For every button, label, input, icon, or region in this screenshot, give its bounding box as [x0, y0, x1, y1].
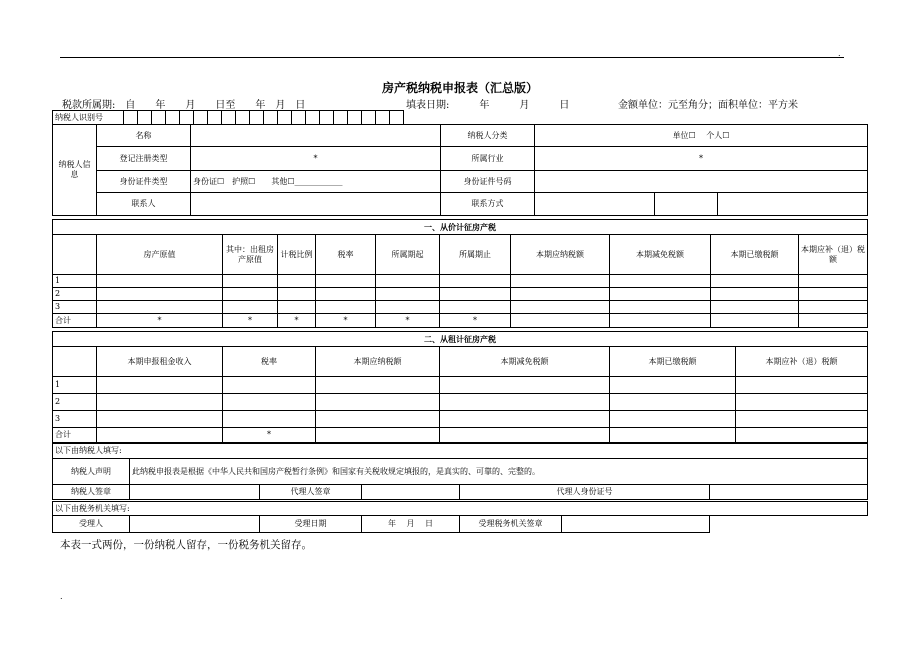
name-label: 名称 — [97, 125, 191, 147]
id-digit-cell[interactable] — [194, 111, 208, 125]
page-mark-top: . — [838, 49, 841, 58]
id-type-options[interactable]: 身份证☐ 护照☐ 其他☐____________ — [191, 171, 441, 193]
row-number: 1 — [53, 275, 97, 288]
data-cell[interactable] — [223, 275, 278, 288]
total-cell[interactable] — [511, 314, 610, 328]
total-cell[interactable] — [440, 428, 610, 443]
data-cell[interactable] — [711, 275, 799, 288]
col-header: 税率 — [316, 235, 376, 275]
data-cell[interactable] — [376, 275, 440, 288]
data-cell[interactable] — [610, 301, 711, 314]
data-cell[interactable] — [376, 288, 440, 301]
agent-sign-field[interactable] — [362, 485, 460, 500]
total-mark: * — [278, 314, 316, 328]
row-number: 1 — [53, 377, 97, 394]
col-header: 计税比例 — [278, 235, 316, 275]
col-header: 本期减免税额 — [610, 235, 711, 275]
data-cell[interactable] — [97, 377, 223, 394]
taxpayer-sign-field[interactable] — [130, 485, 260, 500]
table-row — [53, 275, 868, 288]
total-mark: * — [376, 314, 440, 328]
id-no-label: 身份证件号码 — [441, 171, 535, 193]
table-row — [53, 288, 868, 301]
row-number: 3 — [53, 301, 97, 314]
data-cell[interactable] — [610, 288, 711, 301]
total-row — [53, 314, 868, 328]
data-cell[interactable] — [316, 301, 376, 314]
data-cell[interactable] — [511, 301, 610, 314]
id-digit-cell[interactable] — [306, 111, 320, 125]
data-cell[interactable] — [97, 288, 223, 301]
col-header: 本期应补（退）税额 — [799, 235, 868, 275]
receiver-label: 受理人 — [53, 516, 130, 533]
receiver-field[interactable] — [130, 516, 260, 533]
data-cell[interactable] — [316, 377, 440, 394]
id-digit-cell[interactable] — [124, 111, 138, 125]
data-cell[interactable] — [440, 394, 610, 411]
total-cell[interactable] — [97, 428, 223, 443]
data-cell[interactable] — [711, 301, 799, 314]
taxpayer-sign-label: 纳税人签章 — [53, 485, 130, 500]
data-cell[interactable] — [376, 301, 440, 314]
tax-period: 税款所属期: 自 年 月 日至 年 月 日 — [62, 100, 306, 111]
agent-sign-label: 代理人签章 — [260, 485, 362, 500]
col-header: 本期已缴税额 — [610, 347, 736, 377]
top-rule — [60, 57, 844, 58]
data-cell[interactable] — [223, 301, 278, 314]
data-cell[interactable] — [440, 301, 511, 314]
blank-cell — [710, 516, 868, 533]
id-digit-cell[interactable] — [236, 111, 250, 125]
data-cell[interactable] — [610, 411, 736, 428]
total-cell[interactable] — [711, 314, 799, 328]
data-cell[interactable] — [316, 275, 376, 288]
id-digit-cell[interactable] — [250, 111, 264, 125]
id-no-field[interactable] — [535, 171, 868, 193]
data-cell[interactable] — [440, 275, 511, 288]
authority-fill-table — [52, 501, 868, 533]
table-row — [53, 394, 868, 411]
contact-method-field-2[interactable] — [655, 193, 718, 216]
row-number: 2 — [53, 288, 97, 301]
data-cell[interactable] — [610, 377, 736, 394]
row-number: 3 — [53, 411, 97, 428]
data-cell[interactable] — [97, 275, 223, 288]
name-field[interactable] — [191, 125, 441, 147]
data-cell[interactable] — [223, 394, 316, 411]
id-digit-cell[interactable] — [264, 111, 278, 125]
id-digit-cell[interactable] — [362, 111, 376, 125]
data-cell[interactable] — [97, 411, 223, 428]
data-cell[interactable] — [440, 377, 610, 394]
col-header: 其中：出租房产原值 — [223, 235, 278, 275]
row-number: 2 — [53, 394, 97, 411]
page-title: 房产税纳税申报表（汇总版） — [381, 81, 538, 95]
table-row — [53, 377, 868, 394]
data-cell[interactable] — [736, 411, 868, 428]
col-header: 本期申报租金收入 — [97, 347, 223, 377]
section2-table — [52, 331, 868, 443]
data-cell[interactable] — [711, 288, 799, 301]
id-digit-cell[interactable] — [180, 111, 194, 125]
industry-field[interactable]: * — [535, 147, 868, 171]
col-header: 本期减免税额 — [440, 347, 610, 377]
data-cell[interactable] — [736, 394, 868, 411]
total-label: 合计 — [53, 428, 97, 443]
total-mark: * — [223, 314, 278, 328]
authority-sign-field[interactable] — [562, 516, 710, 533]
id-digit-cell[interactable] — [292, 111, 306, 125]
total-mark: * — [223, 428, 316, 443]
id-digit-cell[interactable] — [320, 111, 334, 125]
authority-fill-heading: 以下由税务机关填写: — [53, 502, 868, 516]
industry-label: 所属行业 — [441, 147, 535, 171]
contact-method-field-1[interactable] — [535, 193, 655, 216]
data-cell[interactable] — [610, 275, 711, 288]
data-cell[interactable] — [736, 377, 868, 394]
taxpayer-info-table — [52, 124, 868, 216]
data-cell[interactable] — [316, 394, 440, 411]
id-digit-cell[interactable] — [376, 111, 390, 125]
declaration-text: 此纳税申报表是根据《中华人民共和国房产税暂行条例》和国家有关税收规定填报的，是真实的、可靠的、完整的。 — [130, 459, 868, 485]
contact-label: 联系人 — [97, 193, 191, 216]
data-cell[interactable] — [97, 394, 223, 411]
data-cell[interactable] — [799, 288, 868, 301]
authority-sign-label: 受理税务机关签章 — [460, 516, 562, 533]
col-header: 所属期起 — [376, 235, 440, 275]
taxpayer-info-group-label: 纳税人信息 — [53, 125, 97, 216]
units-note: 金额单位：元至角分；面积单位：平方米 — [618, 100, 798, 111]
data-cell[interactable] — [223, 377, 316, 394]
id-digit-cell[interactable] — [278, 111, 292, 125]
data-cell[interactable] — [511, 275, 610, 288]
data-cell[interactable] — [440, 288, 511, 301]
total-mark: * — [97, 314, 223, 328]
total-cell[interactable] — [736, 428, 868, 443]
total-row — [53, 428, 868, 443]
contact-field[interactable] — [191, 193, 441, 216]
receive-date-label: 受理日期 — [260, 516, 362, 533]
id-digit-cell[interactable] — [334, 111, 348, 125]
total-mark: * — [316, 314, 376, 328]
row-number-header — [53, 347, 97, 377]
reg-type-label: 登记注册类型 — [97, 147, 191, 171]
data-cell[interactable] — [278, 275, 316, 288]
row-number-header — [53, 235, 97, 275]
taxpayer-fill-heading: 以下由纳税人填写: — [53, 444, 868, 459]
id-digit-cell[interactable] — [390, 111, 404, 125]
taxpayer-id-table — [52, 110, 404, 125]
data-cell[interactable] — [278, 288, 316, 301]
data-cell[interactable] — [610, 394, 736, 411]
category-options[interactable]: 单位☐ 个人☐ — [535, 125, 868, 147]
data-cell[interactable] — [223, 288, 278, 301]
col-header: 房产原值 — [97, 235, 223, 275]
id-digit-cell[interactable] — [348, 111, 362, 125]
taxpayer-id-label: 纳税人识别号 — [53, 111, 124, 125]
table-row — [53, 411, 868, 428]
col-header: 税率 — [223, 347, 316, 377]
data-cell[interactable] — [511, 288, 610, 301]
col-header: 所属期止 — [440, 235, 511, 275]
data-cell[interactable] — [316, 288, 376, 301]
data-cell[interactable] — [799, 301, 868, 314]
table-row — [53, 301, 868, 314]
page-mark-bottom: . — [60, 592, 63, 601]
data-cell[interactable] — [799, 275, 868, 288]
data-cell[interactable] — [316, 411, 440, 428]
section2-title: 二、从租计征房产税 — [53, 332, 868, 347]
col-header: 本期应纳税额 — [316, 347, 440, 377]
agent-id-label: 代理人身份证号 — [460, 485, 710, 500]
fill-date: 填表日期: 年 月 日 — [406, 100, 570, 111]
contact-method-label: 联系方式 — [441, 193, 535, 216]
category-label: 纳税人分类 — [441, 125, 535, 147]
col-header: 本期应补（退）税额 — [736, 347, 868, 377]
total-label: 合计 — [53, 314, 97, 328]
col-header: 本期应纳税额 — [511, 235, 610, 275]
total-mark: * — [440, 314, 511, 328]
section1-table — [52, 219, 868, 328]
contact-method-field-3[interactable] — [718, 193, 868, 216]
total-cell[interactable] — [799, 314, 868, 328]
footnote: 本表一式两份，一份纳税人留存，一份税务机关留存。 — [60, 539, 312, 551]
data-cell[interactable] — [97, 301, 223, 314]
agent-id-field[interactable] — [710, 485, 868, 500]
total-cell[interactable] — [316, 428, 440, 443]
id-digit-cell[interactable] — [152, 111, 166, 125]
id-type-label: 身份证件类型 — [97, 171, 191, 193]
receive-date-field[interactable]: 年 月 日 — [362, 516, 460, 533]
section1-title: 一、从价计征房产税 — [53, 220, 868, 235]
taxpayer-fill-table — [52, 443, 868, 500]
reg-type-field[interactable]: * — [191, 147, 441, 171]
data-cell[interactable] — [278, 301, 316, 314]
col-header: 本期已缴税额 — [711, 235, 799, 275]
total-cell[interactable] — [610, 314, 711, 328]
total-cell[interactable] — [610, 428, 736, 443]
declaration-label: 纳税人声明 — [53, 459, 130, 485]
id-digit-cell[interactable] — [208, 111, 222, 125]
id-digit-cell[interactable] — [222, 111, 236, 125]
data-cell[interactable] — [440, 411, 610, 428]
id-digit-cell[interactable] — [166, 111, 180, 125]
data-cell[interactable] — [223, 411, 316, 428]
id-digit-cell[interactable] — [138, 111, 152, 125]
